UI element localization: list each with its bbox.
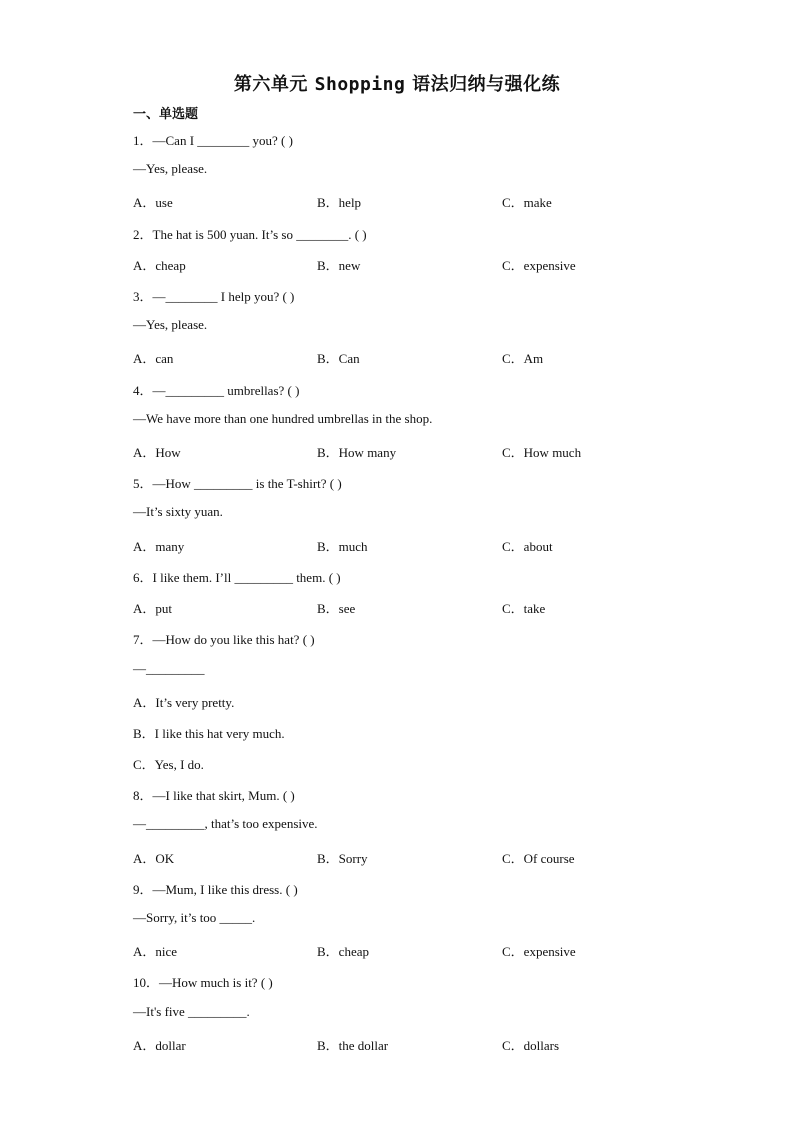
q4-option-c: C．How much xyxy=(502,445,582,460)
q10-option-c: C．dollars xyxy=(502,1038,560,1053)
q7-option-a: A．It’s very pretty. xyxy=(133,695,235,710)
q7-option-b: B．I like this hat very much. xyxy=(133,726,285,741)
question-3: 3．—________ I help you? ( ) xyxy=(133,289,295,304)
question-6: 6．I like them. I’ll _________ them. ( ) xyxy=(133,570,341,585)
q9-option-c: C．expensive xyxy=(502,944,576,959)
q6-option-b: B．see xyxy=(317,601,356,616)
title-chinese-prefix: 第六单元 xyxy=(233,74,308,95)
q10-option-a: A．dollar xyxy=(133,1038,186,1053)
question-9-response: —Sorry, it’s too _____. xyxy=(133,910,256,925)
q3-option-b: B．Can xyxy=(317,351,360,366)
q6-option-c: C．take xyxy=(502,601,546,616)
title-english: Shopping xyxy=(314,74,406,95)
q8-option-b: B．Sorry xyxy=(317,851,368,866)
question-7-response: —_________ xyxy=(133,661,205,676)
q4-option-b: B．How many xyxy=(317,445,397,460)
question-7: 7．—How do you like this hat? ( ) xyxy=(133,632,315,647)
q5-option-c: C．about xyxy=(502,539,553,554)
question-4-response: —We have more than one hundred umbrellas in the shop. xyxy=(133,411,433,426)
q2-option-c: C．expensive xyxy=(502,258,576,273)
question-10-response: —It's five _________. xyxy=(133,1004,250,1019)
question-9: 9．—Mum, I like this dress. ( ) xyxy=(133,882,298,897)
q10-option-b: B．the dollar xyxy=(317,1038,389,1053)
title-chinese-suffix: 语法归纳与强化练 xyxy=(412,74,561,95)
q3-option-c: C．Am xyxy=(502,351,544,366)
q2-option-b: B．new xyxy=(317,258,361,273)
q8-option-a: A．OK xyxy=(133,851,175,866)
q1-option-a: A．use xyxy=(133,195,173,210)
question-8-response: —_________, that’s too expensive. xyxy=(133,816,318,831)
section-heading: 一、单选题 xyxy=(133,107,199,122)
q6-option-a: A．put xyxy=(133,601,173,616)
q5-option-a: A．many xyxy=(133,539,185,554)
question-4: 4．—_________ umbrellas? ( ) xyxy=(133,383,300,398)
q1-option-c: C．make xyxy=(502,195,552,210)
question-3-response: —Yes, please. xyxy=(133,317,208,332)
question-10: 10．—How much is it? ( ) xyxy=(133,975,273,990)
q3-option-a: A．can xyxy=(133,351,174,366)
question-5-response: —It’s sixty yuan. xyxy=(133,504,223,519)
q8-option-c: C．Of course xyxy=(502,851,575,866)
question-1-response: —Yes, please. xyxy=(133,161,208,176)
q5-option-b: B．much xyxy=(317,539,368,554)
q1-option-b: B．help xyxy=(317,195,362,210)
q9-option-b: B．cheap xyxy=(317,944,369,959)
question-5: 5．—How _________ is the T-shirt? ( ) xyxy=(133,476,342,491)
q9-option-a: A．nice xyxy=(133,944,178,959)
q4-option-a: A．How xyxy=(133,445,181,460)
question-1: 1．—Can I ________ you? ( ) xyxy=(133,133,293,148)
question-2: 2．The hat is 500 yuan. It’s so ________. ( ) xyxy=(133,227,367,242)
question-8: 8．—I like that skirt, Mum. ( ) xyxy=(133,788,295,803)
q2-option-a: A．cheap xyxy=(133,258,186,273)
page-title xyxy=(0,70,794,96)
q7-option-c: C．Yes, I do. xyxy=(133,757,204,772)
